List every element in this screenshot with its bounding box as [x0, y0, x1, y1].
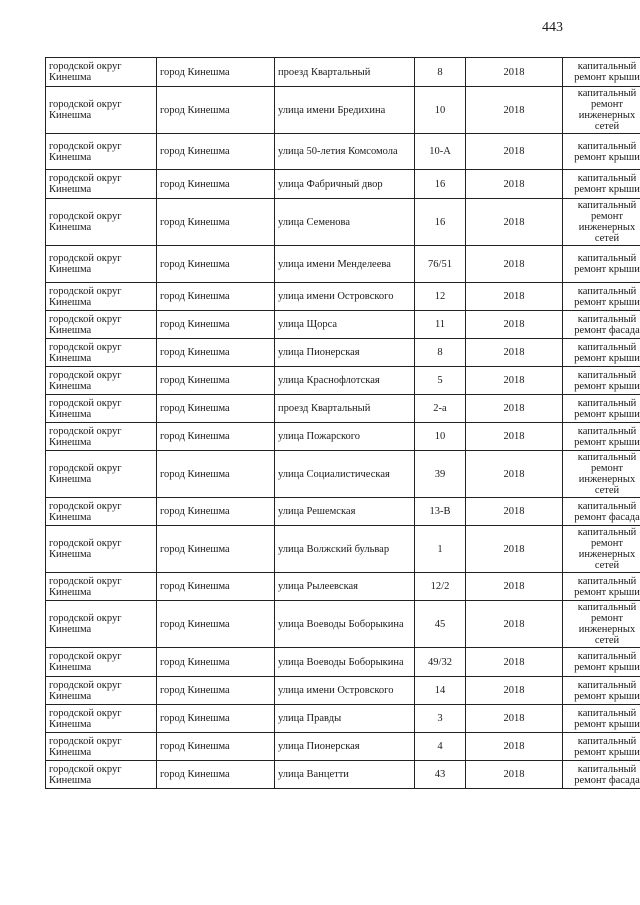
work-type-cell: капитальный ремонт крыши	[563, 339, 640, 367]
municipal-district-cell: городской округ Кинешма	[46, 395, 157, 423]
house-number-cell: 76/51	[415, 246, 466, 283]
work-type-cell: капитальный ремонт инженерных сетей	[563, 199, 640, 246]
work-type-cell: капитальный ремонт фасада	[563, 311, 640, 339]
street-cell: улица Пионерская	[275, 339, 415, 367]
table-row	[46, 246, 640, 283]
table-row	[46, 498, 640, 526]
house-number-cell: 12	[415, 283, 466, 311]
house-number-cell: 13-В	[415, 498, 466, 526]
work-type-cell: капитальный ремонт инженерных сетей	[563, 526, 640, 573]
table-row	[46, 170, 640, 199]
table-row	[46, 705, 640, 733]
house-number-cell: 10	[415, 87, 466, 134]
municipal-district-cell: городской округ Кинешма	[46, 423, 157, 451]
municipal-district-cell: городской округ Кинешма	[46, 339, 157, 367]
street-cell: улица Ванцетти	[275, 761, 415, 789]
year-cell: 2018	[466, 648, 563, 677]
municipal-district-cell: городской округ Кинешма	[46, 648, 157, 677]
work-type-cell: капитальный ремонт крыши	[563, 58, 640, 87]
table-row	[46, 648, 640, 677]
municipal-district-cell: городской округ Кинешма	[46, 199, 157, 246]
street-cell: улица Семенова	[275, 199, 415, 246]
year-cell: 2018	[466, 526, 563, 573]
municipal-district-cell: городской округ Кинешма	[46, 677, 157, 705]
table-row	[46, 134, 640, 170]
work-type-cell: капитальный ремонт крыши	[563, 573, 640, 601]
street-cell: проезд Квартальный	[275, 58, 415, 87]
year-cell: 2018	[466, 423, 563, 451]
table-row	[46, 526, 640, 573]
work-type-cell: капитальный ремонт крыши	[563, 677, 640, 705]
work-type-cell: капитальный ремонт инженерных сетей	[563, 601, 640, 648]
house-number-cell: 16	[415, 170, 466, 199]
year-cell: 2018	[466, 601, 563, 648]
municipal-district-cell: городской округ Кинешма	[46, 58, 157, 87]
table-row	[46, 339, 640, 367]
city-cell: город Кинешма	[157, 134, 275, 170]
work-type-cell: капитальный ремонт крыши	[563, 423, 640, 451]
work-type-cell: капитальный ремонт крыши	[563, 705, 640, 733]
table-row	[46, 423, 640, 451]
municipal-district-cell: городской округ Кинешма	[46, 246, 157, 283]
city-cell: город Кинешма	[157, 573, 275, 601]
table-body	[46, 58, 640, 789]
city-cell: город Кинешма	[157, 451, 275, 498]
house-number-cell: 10	[415, 423, 466, 451]
municipal-district-cell: городской округ Кинешма	[46, 451, 157, 498]
municipal-district-cell: городской округ Кинешма	[46, 705, 157, 733]
house-number-cell: 2-а	[415, 395, 466, 423]
street-cell: улица Волжский бульвар	[275, 526, 415, 573]
house-number-cell: 43	[415, 761, 466, 789]
city-cell: город Кинешма	[157, 423, 275, 451]
work-type-cell: капитальный ремонт крыши	[563, 395, 640, 423]
street-cell: улица Социалистическая	[275, 451, 415, 498]
year-cell: 2018	[466, 134, 563, 170]
work-type-cell: капитальный ремонт крыши	[563, 283, 640, 311]
work-type-cell: капитальный ремонт инженерных сетей	[563, 87, 640, 134]
municipal-district-cell: городской округ Кинешма	[46, 526, 157, 573]
table-row	[46, 573, 640, 601]
city-cell: город Кинешма	[157, 283, 275, 311]
table-row	[46, 87, 640, 134]
house-number-cell: 4	[415, 733, 466, 761]
street-cell: улица Воеводы Боборыкина	[275, 648, 415, 677]
municipal-district-cell: городской округ Кинешма	[46, 733, 157, 761]
municipal-district-cell: городской округ Кинешма	[46, 283, 157, 311]
table-row	[46, 367, 640, 395]
house-number-cell: 3	[415, 705, 466, 733]
city-cell: город Кинешма	[157, 761, 275, 789]
year-cell: 2018	[466, 367, 563, 395]
year-cell: 2018	[466, 705, 563, 733]
municipal-district-cell: городской округ Кинешма	[46, 367, 157, 395]
city-cell: город Кинешма	[157, 733, 275, 761]
table-row	[46, 199, 640, 246]
repair-schedule-table	[45, 57, 640, 789]
year-cell: 2018	[466, 246, 563, 283]
year-cell: 2018	[466, 498, 563, 526]
city-cell: город Кинешма	[157, 58, 275, 87]
city-cell: город Кинешма	[157, 705, 275, 733]
city-cell: город Кинешма	[157, 498, 275, 526]
municipal-district-cell: городской округ Кинешма	[46, 87, 157, 134]
street-cell: улица Пионерская	[275, 733, 415, 761]
table-row	[46, 311, 640, 339]
city-cell: город Кинешма	[157, 170, 275, 199]
street-cell: улица Решемская	[275, 498, 415, 526]
city-cell: город Кинешма	[157, 311, 275, 339]
year-cell: 2018	[466, 87, 563, 134]
street-cell: улица Правды	[275, 705, 415, 733]
house-number-cell: 5	[415, 367, 466, 395]
municipal-district-cell: городской округ Кинешма	[46, 498, 157, 526]
street-cell: улица Рылеевская	[275, 573, 415, 601]
year-cell: 2018	[466, 733, 563, 761]
year-cell: 2018	[466, 58, 563, 87]
street-cell: улица имени Бредихина	[275, 87, 415, 134]
year-cell: 2018	[466, 170, 563, 199]
table-row	[46, 58, 640, 87]
street-cell: проезд Квартальный	[275, 395, 415, 423]
municipal-district-cell: городской округ Кинешма	[46, 134, 157, 170]
year-cell: 2018	[466, 761, 563, 789]
work-type-cell: капитальный ремонт инженерных сетей	[563, 451, 640, 498]
city-cell: город Кинешма	[157, 395, 275, 423]
street-cell: улица 50-летия Комсомола	[275, 134, 415, 170]
house-number-cell: 1	[415, 526, 466, 573]
year-cell: 2018	[466, 283, 563, 311]
house-number-cell: 16	[415, 199, 466, 246]
street-cell: улица имени Островского	[275, 677, 415, 705]
year-cell: 2018	[466, 573, 563, 601]
house-number-cell: 11	[415, 311, 466, 339]
city-cell: город Кинешма	[157, 87, 275, 134]
work-type-cell: капитальный ремонт фасада	[563, 498, 640, 526]
street-cell: улица Краснофлотская	[275, 367, 415, 395]
work-type-cell: капитальный ремонт крыши	[563, 367, 640, 395]
work-type-cell: капитальный ремонт фасада	[563, 761, 640, 789]
table-row	[46, 733, 640, 761]
page-number: 443	[542, 20, 563, 35]
house-number-cell: 45	[415, 601, 466, 648]
work-type-cell: капитальный ремонт крыши	[563, 648, 640, 677]
street-cell: улица Воеводы Боборыкина	[275, 601, 415, 648]
table-row	[46, 395, 640, 423]
house-number-cell: 8	[415, 339, 466, 367]
work-type-cell: капитальный ремонт крыши	[563, 246, 640, 283]
city-cell: город Кинешма	[157, 199, 275, 246]
table-row	[46, 677, 640, 705]
street-cell: улица Фабричный двор	[275, 170, 415, 199]
municipal-district-cell: городской округ Кинешма	[46, 170, 157, 199]
city-cell: город Кинешма	[157, 677, 275, 705]
work-type-cell: капитальный ремонт крыши	[563, 170, 640, 199]
municipal-district-cell: городской округ Кинешма	[46, 761, 157, 789]
street-cell: улица имени Островского	[275, 283, 415, 311]
street-cell: улица имени Менделеева	[275, 246, 415, 283]
street-cell: улица Щорса	[275, 311, 415, 339]
house-number-cell: 14	[415, 677, 466, 705]
city-cell: город Кинешма	[157, 601, 275, 648]
city-cell: город Кинешма	[157, 246, 275, 283]
municipal-district-cell: городской округ Кинешма	[46, 311, 157, 339]
house-number-cell: 39	[415, 451, 466, 498]
city-cell: город Кинешма	[157, 648, 275, 677]
city-cell: город Кинешма	[157, 339, 275, 367]
year-cell: 2018	[466, 199, 563, 246]
table-row	[46, 451, 640, 498]
house-number-cell: 12/2	[415, 573, 466, 601]
table-row	[46, 601, 640, 648]
work-type-cell: капитальный ремонт крыши	[563, 134, 640, 170]
street-cell: улица Пожарского	[275, 423, 415, 451]
municipal-district-cell: городской округ Кинешма	[46, 573, 157, 601]
year-cell: 2018	[466, 339, 563, 367]
year-cell: 2018	[466, 677, 563, 705]
city-cell: город Кинешма	[157, 526, 275, 573]
year-cell: 2018	[466, 311, 563, 339]
house-number-cell: 8	[415, 58, 466, 87]
table-row	[46, 283, 640, 311]
house-number-cell: 49/32	[415, 648, 466, 677]
year-cell: 2018	[466, 451, 563, 498]
work-type-cell: капитальный ремонт крыши	[563, 733, 640, 761]
year-cell: 2018	[466, 395, 563, 423]
city-cell: город Кинешма	[157, 367, 275, 395]
municipal-district-cell: городской округ Кинешма	[46, 601, 157, 648]
table-row	[46, 761, 640, 789]
house-number-cell: 10-А	[415, 134, 466, 170]
